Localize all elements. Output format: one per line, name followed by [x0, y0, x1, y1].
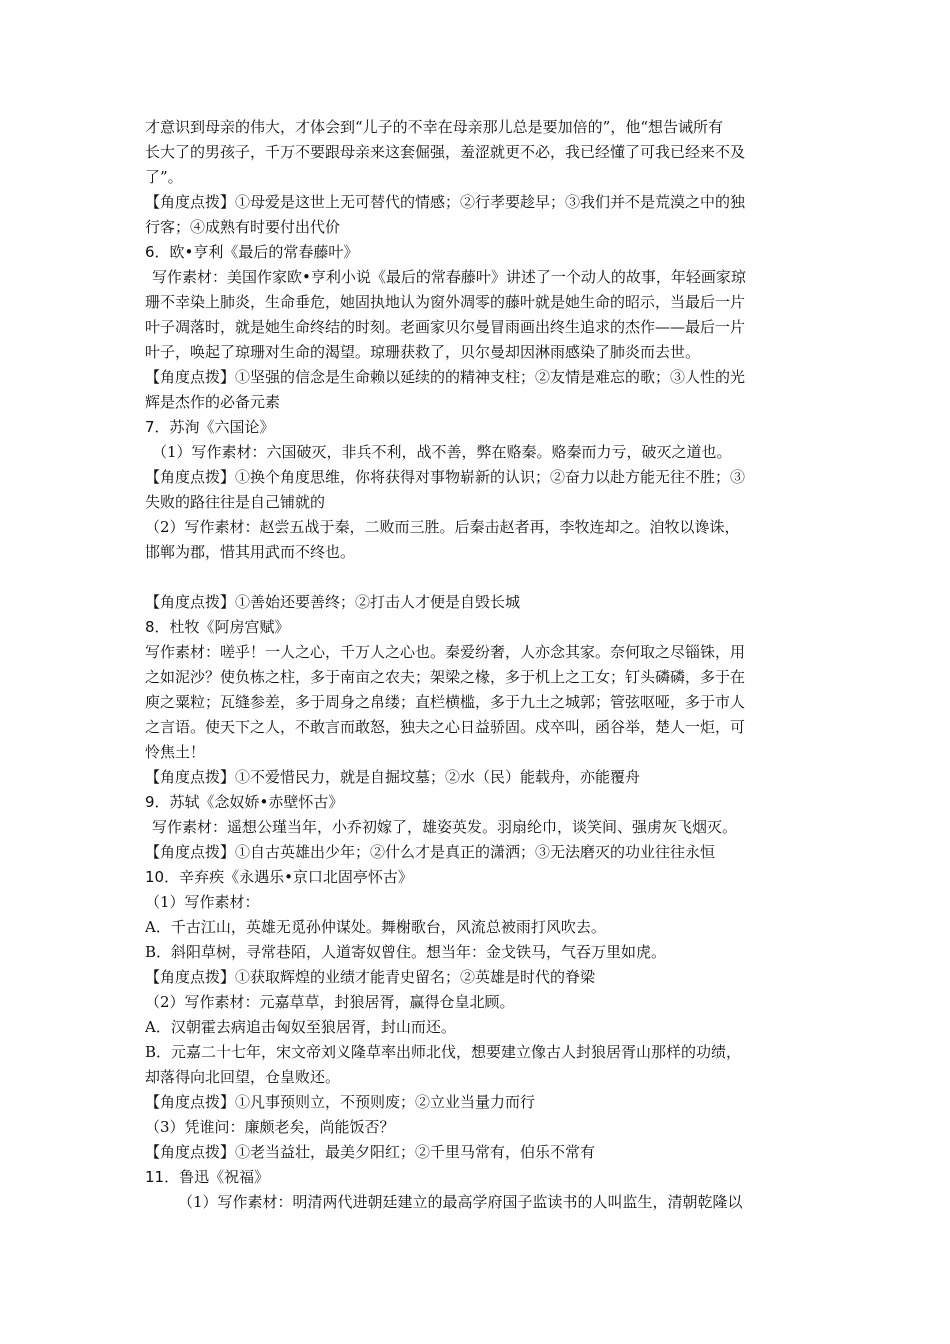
text-line: 行客；④成熟有时要付出代价 [145, 218, 341, 236]
text-line: 写作素材：嗟乎！一人之心，千万人之心也。秦爱纷奢，人亦念其家。奈何取之尽锱铢，用 [145, 643, 746, 661]
section-heading: 7．苏洵《六国论》 [145, 418, 275, 436]
text-line: 之如泥沙？使负栋之柱，多于南亩之农夫；架梁之椽，多于机上之工女；钉头磷磷，多于在 [145, 668, 746, 686]
text-line: 【角度点拨】①获取辉煌的业绩才能青史留名；②英雄是时代的脊梁 [145, 968, 596, 986]
text-line: A．千古江山，英雄无觅孙仲谋处。舞榭歌台，风流总被雨打风吹去。 [145, 918, 606, 936]
section-heading: 10．辛弃疾《永遇乐•京口北固亭怀古》 [145, 868, 413, 886]
text-line: （2）写作素材：赵尝五战于秦，二败而三胜。后秦击赵者再，李牧连却之。洎牧以谗诛， [145, 518, 740, 536]
text-line: （2）写作素材：元嘉草草，封狼居胥，赢得仓皇北顾。 [145, 993, 515, 1011]
text-line: 写作素材：美国作家欧•亨利小说《最后的常春藤叶》讲述了一个动人的故事，年轻画家琼 [152, 268, 746, 286]
text-line: 【角度点拨】①母爱是这世上无可替代的情感；②行孝要趁早；③我们并不是荒漠之中的独 [145, 193, 746, 211]
text-line: 了”。 [145, 168, 183, 186]
text-line: 【角度点拨】①自古英雄出少年；②什么才是真正的潇洒；③无法磨灭的功业往往永恒 [145, 843, 716, 861]
text-line: 【角度点拨】①不爱惜民力，就是自掘坟墓；②水（民）能载舟，亦能覆舟 [145, 768, 641, 786]
text-line: 辉是杰作的必备元素 [145, 393, 281, 411]
text-line: （1）写作素材：六国破灭，非兵不利，战不善，弊在赂秦。赂秦而力亏，破灭之道也。 [152, 443, 732, 461]
text-line: 失败的路往往是自己铺就的 [145, 493, 326, 511]
text-line: A．汉朝霍去病追击匈奴至狼居胥，封山而还。 [145, 1018, 456, 1036]
text-line: 【角度点拨】①老当益壮，最美夕阳红；②千里马常有，伯乐不常有 [145, 1143, 596, 1161]
text-line: B．元嘉二十七年，宋文帝刘义隆草率出师北伐，想要建立像古人封狼居胥山那样的功绩， [145, 1043, 742, 1061]
text-line: B．斜阳草树，寻常巷陌，人道寄奴曾住。想当年：金戈铁马，气吞万里如虎。 [145, 943, 667, 961]
text-line: 却落得向北回望，仓皇败还。 [145, 1068, 341, 1086]
text-line: 之言语。使天下之人，不敢言而敢怒，独夫之心日益骄固。戍卒叫，函谷举，楚人一炬，可 [145, 718, 746, 736]
text-line: 珊不幸染上肺炎，生命垂危，她固执地认为窗外凋零的藤叶就是她生命的昭示，当最后一片 [145, 293, 746, 311]
text-line: 怜焦土！ [145, 743, 206, 761]
section-heading: 9．苏轼《念奴娇•赤壁怀古》 [145, 793, 344, 811]
text-line: 庾之粟粒；瓦缝参差，多于周身之帛缕；直栏横槛，多于九土之城郭；管弦呕哑，多于市人 [145, 693, 746, 711]
text-line: 长大了的男孩子，千万不要跟母亲来这套倔强，羞涩就更不必，我已经懂了可我已经来不及 [145, 143, 746, 161]
text-line: 【角度点拨】①善始还要善终；②打击人才便是自毁长城 [145, 593, 521, 611]
text-line: （3）凭谁问：廉颇老矣，尚能饭否？ [145, 1118, 395, 1136]
section-heading: 11．鲁迅《祝福》 [145, 1168, 270, 1186]
text-line: 写作素材：遥想公瑾当年，小乔初嫁了，雄姿英发。羽扇纶巾，谈笑间、强虏灰飞烟灭。 [152, 818, 738, 836]
text-line: 【角度点拨】①换个角度思维，你将获得对事物崭新的认识；②奋力以赴方能无往不胜；③ [145, 468, 746, 486]
section-heading: 8．杜牧《阿房宫赋》 [145, 618, 290, 636]
text-line: 才意识到母亲的伟大，才体会到“儿子的不幸在母亲那儿总是要加倍的”，他“想告诫所有 [145, 118, 724, 136]
text-line: （1）写作素材：明清两代进朝廷建立的最高学府国子监读书的人叫监生，清朝乾隆以 [178, 1193, 743, 1211]
text-line: 叶子，唤起了琼珊对生命的渴望。琼珊获救了，贝尔曼却因淋雨感染了肺炎而去世。 [145, 343, 701, 361]
text-line: （1）写作素材： [145, 893, 260, 911]
text-line: 【角度点拨】①凡事预则立，不预则废；②立业当量力而行 [145, 1093, 536, 1111]
text-line: 叶子凋落时，就是她生命终结的时刻。老画家贝尔曼冒雨画出终生追求的杰作——最后一片 [145, 318, 746, 336]
section-heading: 6．欧•亨利《最后的常春藤叶》 [145, 243, 359, 261]
text-line: 邯郸为郡，惜其用武而不终也。 [145, 543, 356, 561]
text-line: 【角度点拨】①坚强的信念是生命赖以延续的的精神支柱；②友情是难忘的歌；③人性的光 [145, 368, 746, 386]
